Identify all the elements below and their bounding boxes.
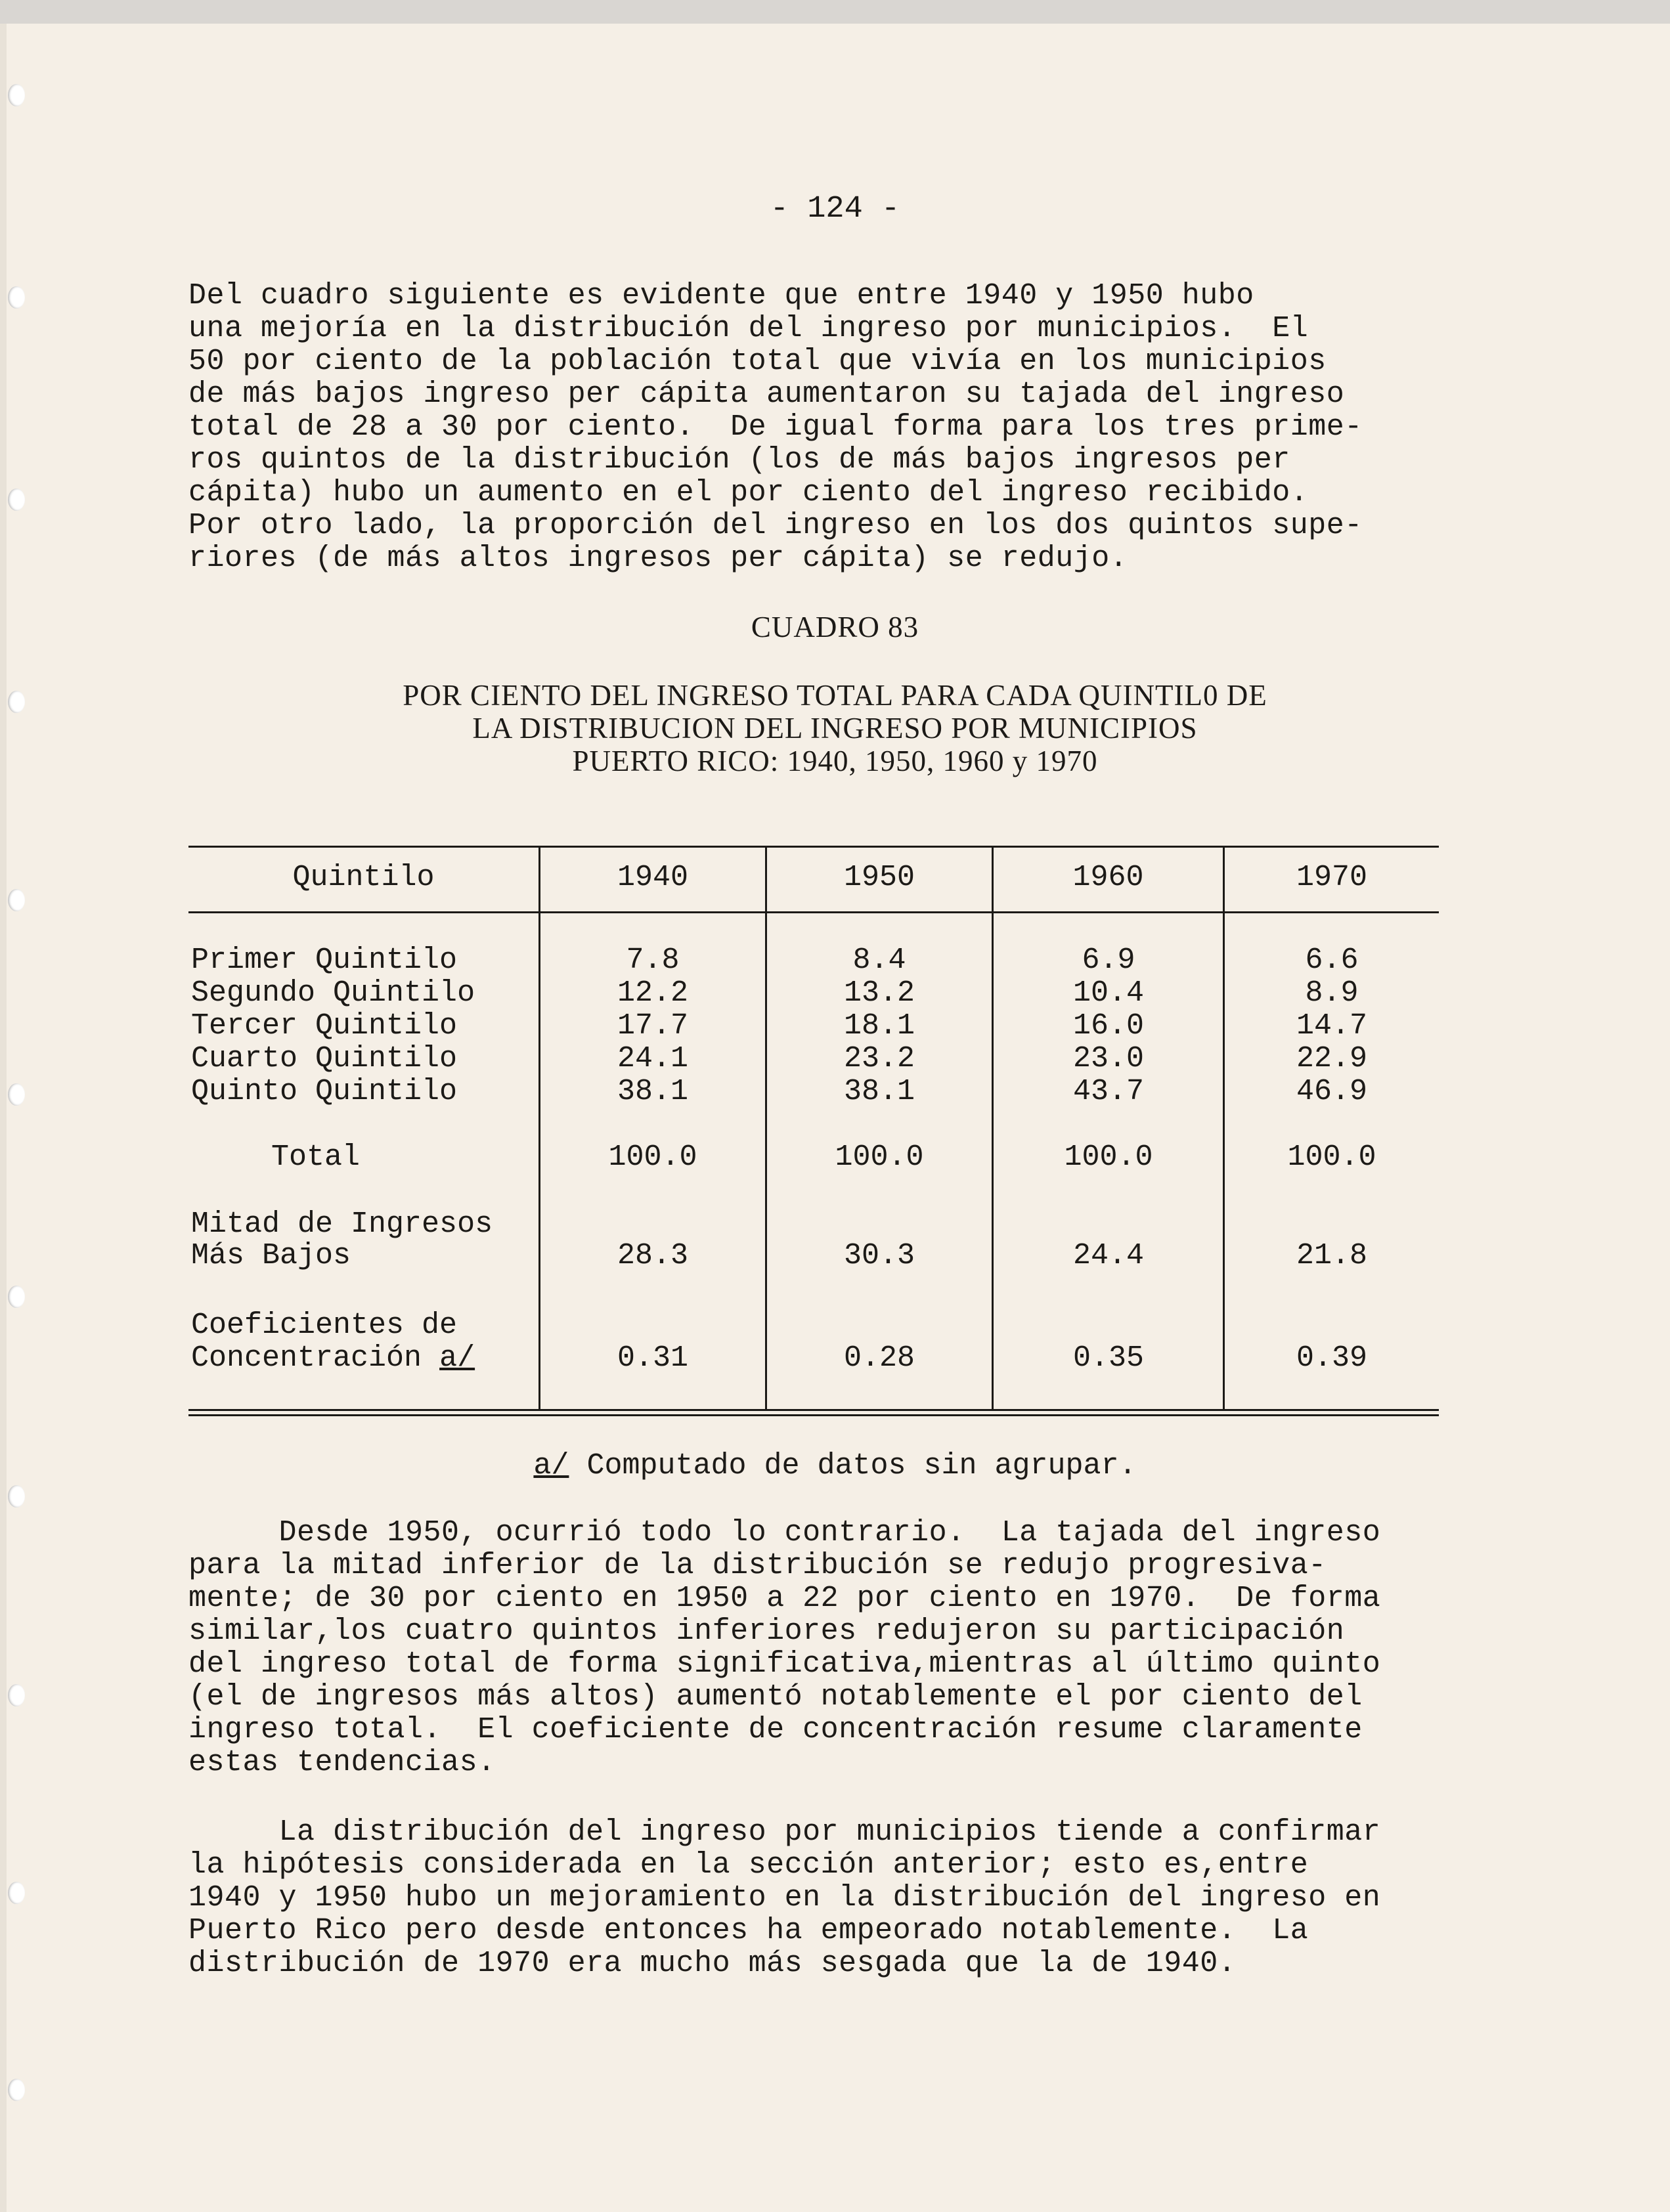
cell-value: 0.31 xyxy=(617,1341,689,1375)
cell-value: 12.2 xyxy=(617,976,689,1010)
cell-value: 30.3 xyxy=(843,1239,915,1272)
table-footnote xyxy=(0,1450,1670,1483)
row-label: Segundo Quintilo xyxy=(191,976,475,1010)
binder-hole xyxy=(8,2079,25,2101)
cell-value: 100.0 xyxy=(1287,1140,1376,1174)
table-title-line: PUERTO RICO: 1940, 1950, 1960 y 1970 xyxy=(572,745,1098,777)
cell-value: 46.9 xyxy=(1296,1075,1368,1108)
footnote-reference: a/ xyxy=(439,1341,475,1375)
binder-hole xyxy=(8,1286,25,1308)
income-table xyxy=(188,842,1436,1420)
cell-value: 8.4 xyxy=(852,943,906,977)
row-label: Cuarto Quintilo xyxy=(191,1042,458,1075)
binder-hole xyxy=(8,1485,25,1507)
cell-value: 43.7 xyxy=(1072,1075,1145,1108)
table-number: CUADRO 83 xyxy=(751,611,919,643)
binder-hole xyxy=(8,84,25,106)
header-1970: 1970 xyxy=(1296,861,1368,894)
row-label-text: Concentración xyxy=(191,1341,422,1375)
row-label: Más Bajos xyxy=(191,1239,351,1272)
cell-value: 38.1 xyxy=(843,1075,915,1108)
header-1940: 1940 xyxy=(617,861,689,894)
cell-value: 7.8 xyxy=(626,943,680,977)
row-label: Primer Quintilo xyxy=(191,943,458,977)
cell-value: 28.3 xyxy=(617,1239,689,1272)
table-bottom-rule xyxy=(188,1409,1439,1411)
cell-value: 22.9 xyxy=(1296,1042,1368,1075)
scan-left-edge xyxy=(0,24,7,2212)
analysis-paragraph: Desde 1950, ocurrió todo lo contrario. La tajada del ingreso para la mitad inferior de la distribución se redujo progresiva- mente; de 30 por ciento en 1950 a 22 por ciento en 1970. De forma similar,los cuatro quintos inferiores redujeron su participación del ingreso total de forma significativa,mientras al último quinto (el de ingresos más altos) aumentó notablemente el por ciento del ingreso total. El coeficiente de concentración resume claramente estas tendencias. xyxy=(188,1516,1381,1779)
table-header-rule xyxy=(188,911,1439,913)
cell-value: 100.0 xyxy=(608,1140,697,1174)
cell-value: 21.8 xyxy=(1296,1239,1368,1272)
footnote-mark: a/ xyxy=(533,1449,569,1483)
binder-hole xyxy=(8,286,25,309)
row-label: Mitad de Ingresos xyxy=(191,1207,493,1241)
binder-hole xyxy=(8,1083,25,1106)
conclusion-paragraph: La distribución del ingreso por municipios tiende a confirmar la hipótesis considerada en la sección anterior; esto es,entre 1940 y 1950 hubo un mejoramiento en la distribución del ingreso en Puerto Rico pero desde entonces ha empeorado notablemente. La distribución de 1970 era mucho más sesgada que la de 1940. xyxy=(188,1815,1381,1980)
page-number: - 124 - xyxy=(770,192,900,227)
binder-hole xyxy=(8,1684,25,1706)
column-divider xyxy=(538,846,540,1410)
table-title-line: LA DISTRIBUCION DEL INGRESO POR MUNICIPIOS xyxy=(472,712,1198,745)
cell-value: 0.35 xyxy=(1072,1341,1145,1375)
cell-value: 6.6 xyxy=(1305,943,1359,977)
cell-value: 23.0 xyxy=(1072,1042,1145,1075)
column-divider xyxy=(1223,846,1225,1410)
table-bottom-rule xyxy=(188,1414,1439,1416)
row-label: Coeficientes de xyxy=(191,1309,458,1342)
binder-hole xyxy=(8,1882,25,1904)
cell-value: 0.28 xyxy=(843,1341,915,1375)
cell-value: 6.9 xyxy=(1082,943,1135,977)
cell-value: 8.9 xyxy=(1305,976,1359,1010)
row-label: Total xyxy=(271,1140,361,1174)
cell-value: 13.2 xyxy=(843,976,915,1010)
binder-hole xyxy=(8,889,25,911)
cell-value: 100.0 xyxy=(1064,1140,1153,1174)
header-quintilo: Quintilo xyxy=(292,861,435,894)
row-label: Quinto Quintilo xyxy=(191,1075,458,1108)
table-title-line: POR CIENTO DEL INGRESO TOTAL PARA CADA QUINTIL0 DE xyxy=(403,679,1267,712)
cell-value: 18.1 xyxy=(843,1009,915,1043)
cell-value: 0.39 xyxy=(1296,1341,1368,1375)
table-title xyxy=(0,679,1670,777)
cell-value: 100.0 xyxy=(835,1140,924,1174)
table-top-rule xyxy=(188,846,1439,848)
cell-value: 17.7 xyxy=(617,1009,689,1043)
cell-value: 14.7 xyxy=(1296,1009,1368,1043)
header-1960: 1960 xyxy=(1072,861,1144,894)
header-1950: 1950 xyxy=(843,861,915,894)
cell-value: 16.0 xyxy=(1072,1009,1145,1043)
binder-hole xyxy=(8,488,25,511)
column-divider xyxy=(765,846,767,1410)
cell-value: 23.2 xyxy=(843,1042,915,1075)
footnote-text: Computado de datos sin agrupar. xyxy=(586,1449,1137,1483)
cell-value: 38.1 xyxy=(617,1075,689,1108)
row-label: Tercer Quintilo xyxy=(191,1009,458,1043)
cell-value: 10.4 xyxy=(1072,976,1145,1010)
cell-value: 24.4 xyxy=(1072,1239,1145,1272)
scan-top-border xyxy=(0,0,1670,24)
row-label xyxy=(191,1342,475,1375)
column-divider xyxy=(992,846,994,1410)
intro-paragraph: Del cuadro siguiente es evidente que entre 1940 y 1950 hubo una mejoría en la distribución del ingreso por municipios. El 50 por ciento de la población total que vivía en los municipios de más bajos ingreso per cápita aumentaron su tajada del ingreso total de 28 a 30 por ciento. De igual forma para los tres prime- ros quintos de la distribución (los de más bajos ingresos per cápita) hubo un aumento en el por ciento del ingreso recibido. Por otro lado, la proporción del ingreso en los dos quintos supe- riores (de más altos ingresos per cápita) se redujo. xyxy=(188,279,1363,575)
cell-value: 24.1 xyxy=(617,1042,689,1075)
